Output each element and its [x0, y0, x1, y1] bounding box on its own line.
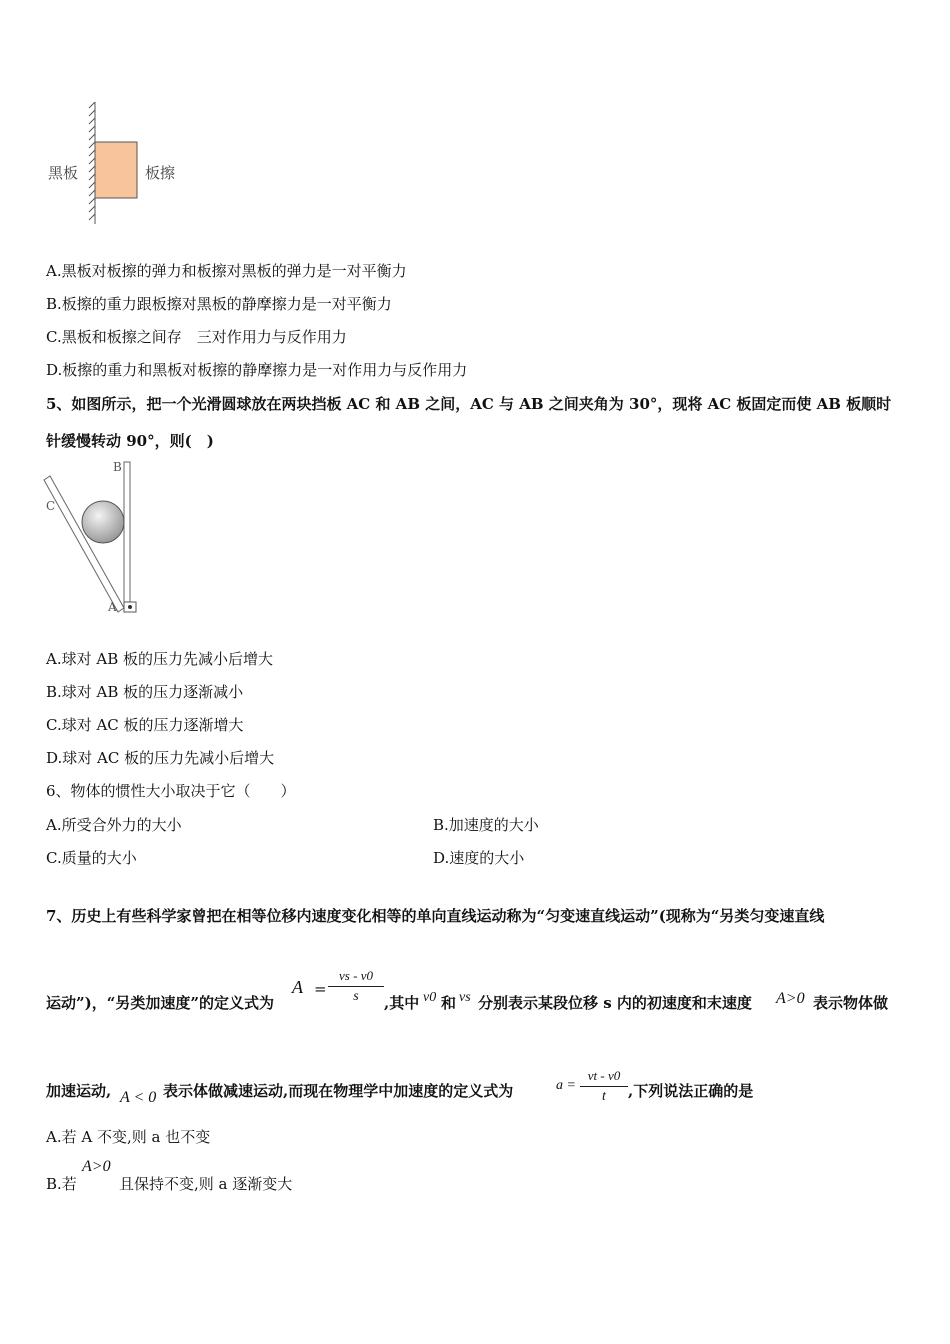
eraser-label: 板擦 [145, 164, 176, 182]
formula-A-equals: = [314, 980, 327, 998]
formula-a-fraction [580, 1068, 628, 1105]
q5-option-a: A.球对 AB 板的压力先减小后增大 [46, 650, 273, 668]
blackboard-eraser-drawing [80, 100, 140, 230]
formula-a-lhs: a = [556, 1078, 576, 1093]
q4-option-b: B.板擦的重力跟板擦对黑板的静摩擦力是一对平衡力 [46, 295, 392, 313]
ball [82, 501, 124, 543]
formula-a-numerator: vt - v0 [587, 1068, 621, 1083]
q7-option-b-prefix: B.若 [46, 1175, 77, 1193]
q4-option-c: C.黑板和板擦之间存 三对作用力与反作用力 [46, 328, 347, 346]
formula-A-lhs: A [292, 977, 303, 997]
q6-option-d: D.速度的大小 [433, 849, 525, 867]
q5-stem-line2: 针缓慢转动 90°，则( ) [46, 432, 214, 450]
q7-line2-part-b: ,其中 [384, 994, 420, 1012]
symbol-vs: vs [459, 990, 471, 1005]
fraction-bar [328, 986, 384, 987]
q7-line3-part-a: 加速运动, [46, 1082, 112, 1100]
eraser-block [95, 142, 137, 198]
fraction-bar [580, 1086, 628, 1087]
blackboard-label: 黑板 [48, 164, 79, 182]
q7-line2-part-e: 表示物体做 [813, 994, 889, 1012]
q7-stem-line1: 7、历史上有些科学家曾把在相等位移内速度变化相等的单向直线运动称为“匀变速直线运动”(现称为“另类匀变速直线 [46, 907, 825, 925]
q6-option-c: C.质量的大小 [46, 849, 137, 867]
q7-line2-part-d: 分别表示某段位移 s 内的初速度和末速度 [478, 994, 752, 1012]
label-c: C [46, 499, 56, 513]
label-a: A [108, 600, 117, 614]
condition-A-positive: A>0 [776, 990, 805, 1007]
q4-option-d: D.板擦的重力和黑板对板擦的静摩擦力是一对作用力与反作用力 [46, 361, 468, 379]
q5-stem-line1: 5、如图所示，把一个光滑圆球放在两块挡板 AC 和 AB 之间，AC 与 AB 之间夹角为 30°，现将 AC 板固定而使 AB 板顺时 [46, 395, 892, 413]
q7-option-a: A.若 A 不变,则 a 也不变 [46, 1128, 211, 1146]
q6-option-b: B.加速度的大小 [433, 816, 539, 834]
q7-option-b-suffix: 且保持不变,则 a 逐渐变大 [119, 1175, 293, 1193]
q6-stem: 6、物体的惯性大小取决于它（ ） [46, 782, 296, 800]
formula-A-numerator: vs - v0 [339, 968, 373, 983]
q7-line2-part-a: 运动”)，“另类加速度”的定义式为 [46, 994, 274, 1012]
condition-A-negative: A < 0 [120, 1089, 157, 1106]
q7-line3-part-b: 表示体做减速运动,而现在物理学中加速度的定义式为 [163, 1082, 514, 1100]
q4-option-a: A.黑板对板擦的弹力和板擦对黑板的弹力是一对平衡力 [46, 262, 407, 280]
ball-between-boards-drawing [40, 458, 140, 618]
formula-A-fraction [328, 968, 384, 1005]
formula-a-denominator: t [602, 1089, 606, 1104]
symbol-v0: v0 [423, 990, 437, 1005]
q5-option-c: C.球对 AC 板的压力逐渐增大 [46, 716, 244, 734]
q7-line3-part-c: ,下列说法正确的是 [628, 1082, 754, 1100]
q7-option-b-condition: A>0 [82, 1158, 111, 1175]
label-b: B [113, 460, 122, 474]
q5-option-d: D.球对 AC 板的压力先减小后增大 [46, 749, 275, 767]
q5-option-b: B.球对 AB 板的压力逐渐减小 [46, 683, 244, 701]
q6-option-a: A.所受合外力的大小 [46, 816, 182, 834]
formula-A-denominator: s [353, 989, 359, 1004]
q7-line2-part-c: 和 [441, 994, 457, 1012]
